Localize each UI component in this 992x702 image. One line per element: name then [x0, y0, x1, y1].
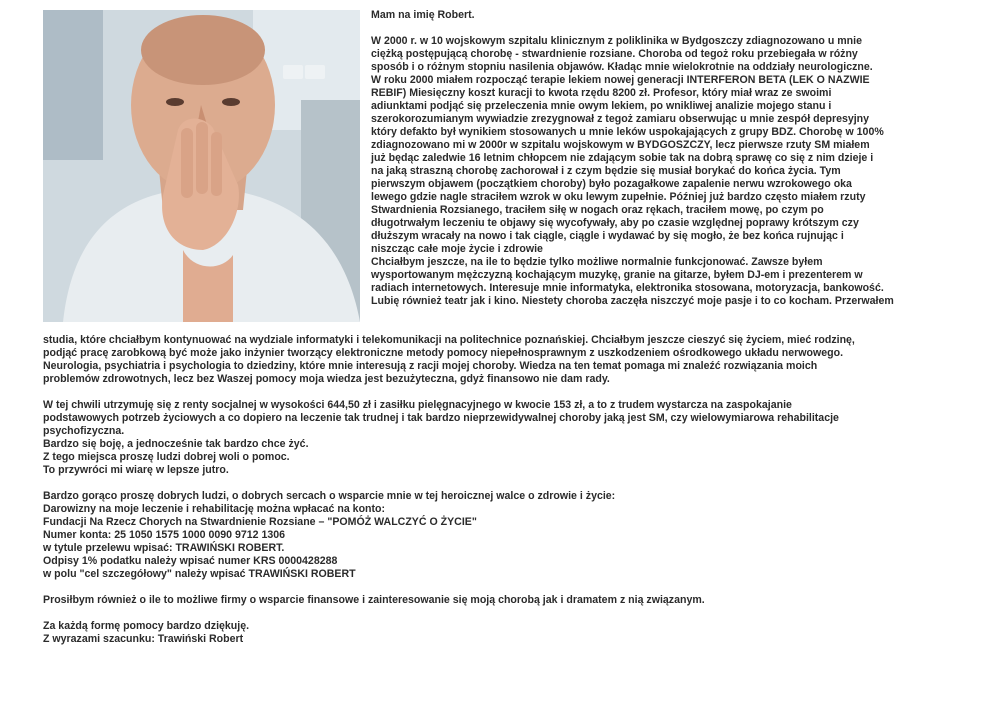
story-line: REBIF) Miesięczny koszt kuracji to kwota rzędu 8200 zł. Profesor, który miał wraz ze swoimi	[371, 87, 832, 99]
paragraph-line: podjąć pracę zarobkową być może jako inżynier tworzący elektroniczne metody pomocy niepełnosprawnym z uszkodzeniem ośrodkowego układu nerwowego.	[43, 347, 844, 359]
story-line: wysportowanym mężczyzną kochającym muzykę, granie na gitarze, byłem DJ-em i prezenterem w	[371, 269, 863, 281]
spacer	[43, 477, 953, 490]
body-text	[43, 334, 953, 646]
companies-line: Prosiłbym również o ile to możliwe firmy o wsparcie finansowe i zainteresowanie się moją chorobą jak i dramatem z nią związanym.	[43, 594, 705, 606]
greeting-line: Mam na imię Robert.	[371, 9, 475, 21]
story-line: adiunktami podjąć się przeleczenia mnie owym lekiem, po wnikliwej analizie mojego stanu i	[371, 100, 832, 112]
story-line: na jaką straszną chorobę zachorował i z czym będzie się musiał borykać do końca życia. Tym	[371, 165, 841, 177]
story-line: Lubię również teatr jak i kino. Niestety choroba zaczęła niszczyć moje pasje i to co kocham. Przerwałem	[371, 295, 894, 307]
paragraph-line: psychofizyczna.	[43, 425, 125, 437]
paragraph-line: studia, które chciałbym kontynuować na wydziale informatyki i telekomunikacji na politechnice poznańskiej. Chciałbym jeszcze cieszyć się życiem, mieć rodzinę,	[43, 334, 855, 346]
donation-line: Bardzo gorąco proszę dobrych ludzi, o dobrych sercach o wsparcie mnie w tej heroicznej walce o zdrowie i życie:	[43, 490, 616, 502]
spacer	[43, 386, 953, 399]
story-line: zdiagnozowano mi w 2000r w szpitalu wojskowym w BYDGOSZCZY, lecz pierwsze rzuty SM miałem	[371, 139, 870, 151]
paragraph-line: Z tego miejsca proszę ludzi dobrej woli o pomoc.	[43, 451, 290, 463]
donation-line: Fundacji Na Rzecz Chorych na Stwardnienie Rozsiane – "POMÓŻ WALCZYĆ O ŻYCIE"	[43, 516, 477, 528]
story-line: długotrwałym leczeniu te objawy się wycofywały, aby po czasie względnej poprawy krótszym czy	[371, 217, 859, 229]
account-number: Numer konta: 25 1050 1575 1000 0090 9712 1306	[43, 529, 286, 541]
thanks-line: Za każdą formę pomocy bardzo dziękuję.	[43, 620, 250, 632]
story-column	[371, 9, 951, 308]
krs-number: Odpisy 1% podatku należy wpisać numer KRS 0000428288	[43, 555, 338, 567]
spacer	[43, 581, 953, 594]
story-line: Stwardnienia Rozsianego, traciłem siłę w nogach oraz rękach, traciłem mowę, po czym po	[371, 204, 824, 216]
paragraph-line: podstawowych potrzeb życiowych a co dopiero na leczenie tak trudnej i tak bardzo nieprzewidywalnej choroby jaką jest SM, czy wielowymiarowa rehabilitacje	[43, 412, 839, 424]
spacer	[371, 22, 951, 35]
story-line: niszcząc całe moje życie i zdrowie	[371, 243, 543, 255]
story-line: radiach internetowych. Interesuje mnie informatyka, elektronika stosowana, motoryzacja, bankowość.	[371, 282, 884, 294]
story-line: szerokorozumianym wywiadzie zrezygnował z tegoż zamiaru obserwując u mnie zespół depresyjny	[371, 113, 870, 125]
story-line: który defakto był wynikiem stosowanych u mnie leków uspokajających z grupy BDZ. Chorobę w 100%	[371, 126, 884, 138]
signature-line: Z wyrazami szacunku: Trawiński Robert	[43, 633, 244, 645]
story-line: W roku 2000 miałem rozpocząć terapie lekiem nowej generacji INTERFERON BETA (LEK O NAZWIE	[371, 74, 870, 86]
paragraph-line: Bardzo się boję, a jednocześnie tak bardzo chce żyć.	[43, 438, 309, 450]
story-line: lewego gdzie nagle straciłem wzrok w oku lewym zupełnie. Później już bardzo często miałem rzuty	[371, 191, 866, 203]
donation-line: Darowizny na moje leczenie i rehabilitację można wpłacać na konto:	[43, 503, 386, 515]
paragraph-line: Neurologia, psychiatria i psychologia to dziedziny, które mnie interesują z racji mojej choroby. Wiedza na ten temat pomaga mi znaleźć rozwiązania moich	[43, 360, 818, 372]
portrait-photo	[43, 10, 360, 322]
paragraph-line: To przywróci mi wiarę w lepsze jutro.	[43, 464, 229, 476]
paragraph-line: W tej chwili utrzymuję się z renty socjalnej w wysokości 644,50 zł i zasiłku pielęgnacyjnego w kwocie 153 zł, a to z trudem wystarcza na zaspokajanie	[43, 399, 792, 411]
story-line: dłuższym wracały na nowo i tak ciągle, ciągle i wydawać by się mogło, że bez końca rujnując i	[371, 230, 844, 242]
donation-line: w tytule przelewu wpisać: TRAWIŃSKI ROBERT.	[43, 542, 285, 554]
story-line: W 2000 r. w 10 wojskowym szpitalu klinicznym z poliklinika w Bydgoszczy zdiagnozowano u mnie	[371, 35, 862, 47]
spacer	[43, 607, 953, 620]
story-line: ciężką postępującą chorobę - stwardnienie rozsiane. Choroba od tegoż roku przebiegała w różny	[371, 48, 858, 60]
story-line: już będąc zaledwie 16 letnim chłopcem nie zdającym sobie tak na dobrą sprawę co się z nim dzieje i	[371, 152, 874, 164]
story-line: pierwszym objawem (początkiem choroby) było pozagałkowe zapalenie nerwu wzrokowego oka	[371, 178, 852, 190]
story-line: sposób i o różnym stopniu nasilenia objawów. Kładąc mnie wielokrotnie na oddziały neurologiczne.	[371, 61, 873, 73]
donation-line: w polu "cel szczegółowy" należy wpisać TRAWIŃSKI ROBERT	[43, 568, 356, 580]
story-line: Chciałbym jeszcze, na ile to będzie tylko możliwe normalnie funkcjonować. Zawsze byłem	[371, 256, 823, 268]
paragraph-line: problemów zdrowotnych, lecz bez Waszej pomocy moja wiedza jest bezużyteczna, gdyż finansowo nie dam rady.	[43, 373, 610, 385]
